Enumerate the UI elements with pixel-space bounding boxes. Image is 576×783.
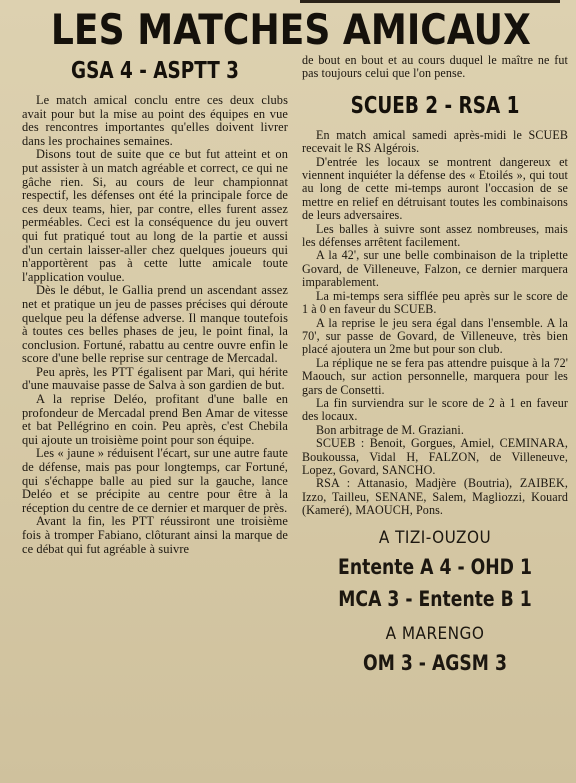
paragraph: Le match amical conclu entre ces deux clubs avait pour but la mise au point des équipes en vue des rencontres importantes qu'elles doivent livrer dans les prochaines semaines. [22, 93, 288, 148]
paragraph: A la 42', sur une belle combinaison de la triplette Govard, de Villeneuve, Falzon, ce dernier marquera imparablement. [302, 248, 568, 290]
paragraph: La mi-temps sera sifflée peu après sur le score de 1 à 0 en faveur du SCUEB. [302, 288, 568, 317]
headline: LES MATCHES AMICAUX [50, 5, 531, 54]
result-om-agsm: OM 3 - AGSM 3 [363, 650, 507, 675]
paragraph: Peu après, les PTT égalisent par Mari, qui hérite d'une mauvaise passe de Salva à son gardien de but. [22, 364, 288, 393]
paragraph: D'entrée les locaux se montrent dangereux et viennent inquiéter la défense des « Etoilés », qui tout au long de cette mi-temps auront l'occasion de se mettre en relief en détruisant toutes les combinaisons de leurs adversaires. [302, 154, 568, 223]
paragraph: La réplique ne se fera pas attendre puisque à la 72' Maouch, sur action personnelle, marquera pour les gars de Consetti. [302, 355, 568, 397]
paragraph: Bon arbitrage de M. Graziani. [316, 422, 464, 437]
match-title-gsa-asptt: GSA 4 - ASPTT 3 [71, 58, 239, 84]
lineup-scueb: SCUEB : Benoit, Gorgues, Amiel, CEMINARA, Boukoussa, Vidal H, FALZON, de Villeneuve, Lopez, Govard, SANCHO. [302, 436, 568, 477]
left-column [22, 56, 288, 780]
paragraph: Disons tout de suite que ce but fut atteint et on put assister à un match agréable et correct, ce qui ne gâche rien. Si, au cours de leur championnat respectif, les défenses ont été la principale force de ces deux teams, hier, par contre, elles furent assez perméables. Ceci est la conséquence du jeu ouvert qui fut pratiqué tout au long de la partie et aussi d'un certain laisser-aller chez quelques joueurs qui n'apportèrent pas à cette lutte amicale toute l'application voulue. [22, 147, 288, 284]
right-column [302, 54, 568, 780]
paragraph: Dès le début, le Gallia prend un ascendant assez net et pratique un jeu de passes précises qui déroute quelque peu la défense adverse. Il manque toutefois à toutes ces belles phases de jeu, le point final, la conclusion. Fortuné, rabattu au centre ouvre enfin le score d'une belle reprise sur centrage de Mercadal. [22, 283, 288, 366]
result-entente-ohd: Entente A 4 - OHD 1 [338, 554, 532, 579]
paragraph: En match amical samedi après-midi le SCUEB recevait le RS Algérois. [302, 127, 568, 156]
top-rule [300, 0, 560, 3]
article-continuation [302, 54, 568, 81]
paragraph: A la reprise Deléo, profitant d'une balle en profondeur de Mercadal prend Ben Amar de vitesse et bat Pellégrino en coin. Peu après, c'est Chebila qui ajoute un troisième point pour son équipe. [22, 392, 288, 447]
lineup-rsa: RSA : Attanasio, Madjère (Boutria), ZAIBEK, Izzo, Tailleu, SENANE, Salem, Magliozzi, Kouard (Kameré), MAOUCH, Pons. [302, 476, 568, 518]
article-scueb-rsa [302, 129, 568, 518]
paragraph: Les balles à suivre sont assez nombreuses, mais les défenses arrêtent facilement. [302, 221, 568, 250]
paragraph: Les « jaune » réduisent l'écart, sur une autre faute de défense, mais pas pour longtemps, car Fortuné, qui s'échappe balle au pied sur la gauche, lance Deléo et se précipite au centre pour être à la réception du centre de ce dernier et marquer de près. [22, 446, 288, 515]
paragraph: A la reprise le jeu sera égal dans l'ensemble. A la 70', sur passe de Govard, de Villeneuve, très bien placé ajoutera un 2me but pour son club. [302, 315, 568, 357]
continuation-paragraph: de bout en bout et au cours duquel le maître ne fut pas toujours celui que l'on pense. [302, 54, 568, 81]
place-tizi-ouzou: A TIZI-OUZOU [378, 527, 492, 548]
paragraph: La fin surviendra sur le score de 2 à 1 en faveur des locaux. [302, 395, 568, 424]
result-mca-entente: MCA 3 - Entente B 1 [338, 586, 532, 611]
article-gsa-asptt [22, 94, 288, 556]
match-title-scueb-rsa: SCUEB 2 - RSA 1 [350, 92, 520, 119]
paragraph: Avant la fin, les PTT réussiront une troisième fois à tromper Fabiano, clôturant ainsi la marque de ce débat qui fut agréable à suivre [22, 514, 288, 556]
place-marengo: A MARENGO [385, 623, 485, 644]
